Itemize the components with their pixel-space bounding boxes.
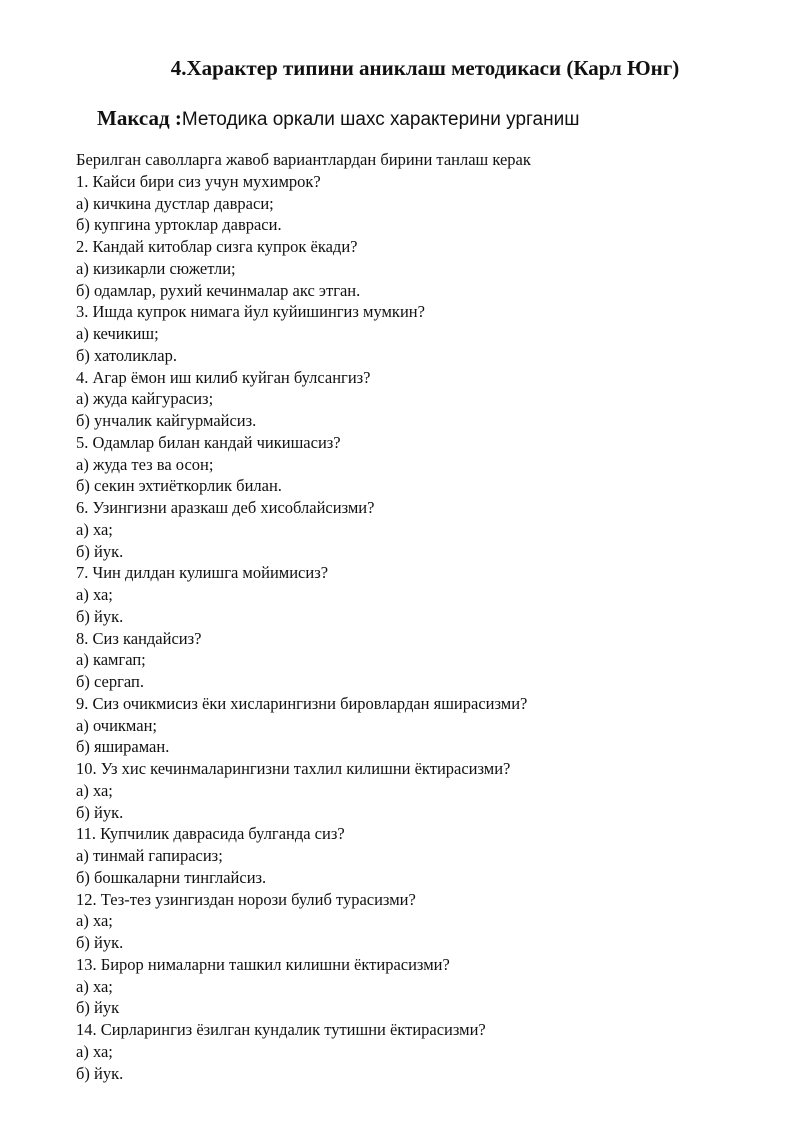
answer-option-a: а) ха; — [76, 585, 113, 604]
answer-option-a: а) кизикарли сюжетли; — [76, 258, 236, 278]
answer-option-b: б) бошкаларни тинглайсиз. — [76, 867, 267, 887]
question-block — [76, 301, 776, 366]
answer-option-a: а) кечикиш; — [76, 324, 159, 343]
answer-option-b: б) йук. — [76, 606, 124, 626]
question-block — [76, 562, 776, 627]
answer-option-a: а) ха; — [76, 911, 113, 931]
question-block — [76, 432, 776, 497]
question-text: 8. Сиз кандайсиз? — [76, 628, 202, 648]
answer-option-a: а) жуда тез ва осон; — [76, 454, 214, 474]
answer-option-b: б) одамлар, рухий кечинмалар акс этган. — [76, 280, 361, 300]
answer-option-b: б) йук. — [76, 541, 124, 561]
answer-option-b: б) секин эхтиёткорлик билан. — [76, 476, 282, 496]
answer-option-a: а) кичкина дустлар давраси; — [76, 193, 274, 213]
answer-option-b: б) хатоликлар. — [76, 345, 177, 365]
instruction-text: Берилган саволларга жавоб вариантлардан бирини танлаш керак — [76, 150, 531, 169]
question-block — [76, 497, 776, 562]
question-text: 7. Чин дилдан кулишга мойимисиз? — [76, 563, 329, 583]
answer-option-b: б) унчалик кайгурмайсиз. — [76, 411, 257, 430]
question-text: 2. Кандай китоблар сизга купрок ёкади? — [76, 237, 358, 256]
purpose-line — [97, 104, 579, 134]
question-text: 10. Уз хис кечинмаларингизни тахлил килишни ёктирасизми? — [76, 759, 511, 778]
question-text: 9. Сиз очикмисиз ёки хисларингизни бировлардан яширасизми? — [76, 693, 528, 713]
question-block — [76, 823, 776, 888]
answer-option-b: б) купгина уртоклар давраси. — [76, 215, 282, 235]
question-block — [76, 954, 776, 1019]
question-block — [76, 236, 776, 301]
answer-option-b: б) сергап. — [76, 672, 144, 691]
question-block — [76, 367, 776, 432]
answer-option-b: б) йук. — [76, 1063, 124, 1083]
answer-option-b: б) йук — [76, 998, 120, 1018]
question-text: 4. Агар ёмон иш килиб куйган булсангиз? — [76, 367, 371, 387]
question-block — [76, 171, 776, 236]
answer-option-a: а) ха; — [76, 1041, 113, 1061]
answer-option-b: б) яшираман. — [76, 737, 170, 757]
answer-option-a: а) ха; — [76, 519, 113, 539]
answer-option-a: а) тинмай гапирасиз; — [76, 846, 223, 865]
purpose-text: Методика оркали шахс характерини урганиш — [181, 109, 580, 130]
answer-option-a: а) очикман; — [76, 715, 157, 735]
question-block — [76, 693, 776, 758]
question-text: 1. Кайси бири сиз учун мухимрок? — [76, 171, 321, 191]
question-text: 3. Ишда купрок нимага йул куйишингиз мумкин? — [76, 302, 425, 322]
answer-option-a: а) ха; — [76, 976, 113, 996]
question-text: 14. Сирларингиз ёзилган кундалик тутишни ёктирасизми? — [76, 1020, 486, 1039]
question-block — [76, 758, 776, 823]
question-block — [76, 628, 776, 693]
answer-option-a: а) жуда кайгурасиз; — [76, 389, 214, 409]
question-list — [76, 171, 776, 1085]
question-block — [76, 1019, 776, 1084]
question-block — [76, 889, 776, 954]
question-text: 5. Одамлар билан кандай чикишасиз? — [76, 432, 341, 452]
question-text: 12. Тез-тез узингиздан норози булиб турасизми? — [76, 889, 416, 909]
question-text: 13. Бирор нималарни ташкил килишни ёктирасизми? — [76, 954, 450, 974]
question-text: 11. Купчилик даврасида булганда сиз? — [76, 824, 345, 844]
purpose-label: Максад : — [97, 106, 182, 130]
answer-option-a: а) ха; — [76, 780, 113, 800]
page-title: 4.Характер типини аниклаш методикаси (Карл Юнг) — [170, 56, 680, 80]
questionnaire — [76, 149, 776, 1084]
answer-option-a: а) камгап; — [76, 650, 146, 670]
question-text: 6. Узингизни аразкаш деб хисоблайсизми? — [76, 498, 375, 517]
answer-option-b: б) йук. — [76, 933, 124, 952]
answer-option-b: б) йук. — [76, 802, 124, 822]
